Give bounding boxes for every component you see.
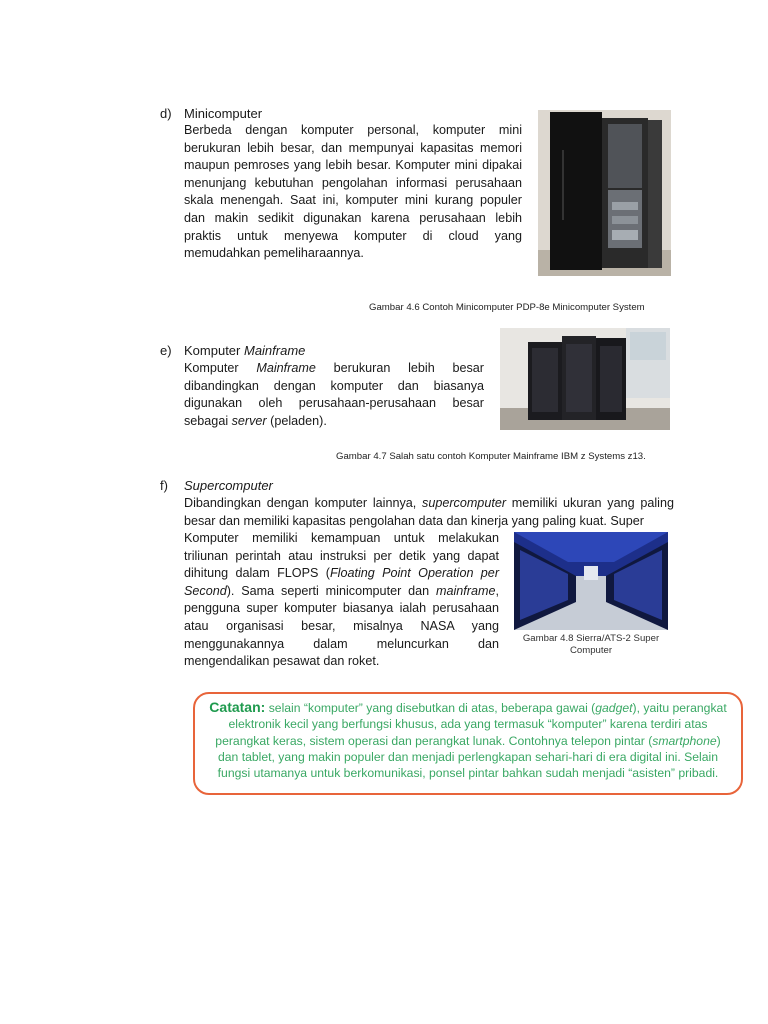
section-e-text-italic: server <box>231 413 267 428</box>
note-text: ) dan tablet, yang makin populer dan menjadi perlengkapan sehari-hari di era digital ini. Selain fungsi utamanya untuk berkomunikasi, ponsel pintar bahkan sudah menjadi “asisten” pribadi. <box>217 733 721 781</box>
note-text-italic: gadget <box>595 701 633 715</box>
section-f-title <box>184 478 273 493</box>
section-d-label: d) <box>160 106 172 121</box>
supercomputer-figure <box>514 532 668 630</box>
section-f-text: , pengguna super komputer biasanya ialah perusahaan atau organisasi besar, misalnya NASA yang menggunakannya dalam meluncurkan dan mengendalikan pesawat dan roket. <box>184 583 499 669</box>
section-f-caption: Gambar 4.8 Sierra/ATS-2 Super Computer <box>522 633 660 656</box>
section-e-text-italic: Mainframe <box>256 361 316 375</box>
section-e-label: e) <box>160 343 172 358</box>
note-text: selain “komputer” yang disebutkan di atas, beberapa gawai ( <box>265 701 596 715</box>
section-f-intro-text: Dibandingkan dengan komputer lainnya, <box>184 496 423 510</box>
note-box <box>193 692 743 795</box>
section-e-body <box>184 360 484 430</box>
mainframe-image <box>500 328 670 430</box>
section-d-body: Berbeda dengan komputer personal, komputer mini berukuran lebih besar, dan mempunyai kapasitas memori maupun pemroses yang lebih besar. Komputer mini dipakai menunjang kebutuhan pengolahan informasi perusahaan skala menengah. Saat ini, komputer mini kurang populer dan makin sedikit digunakan karena perusahaan lebih praktis untuk menyewa komputer di cloud yang memudahkan pemeliharaannya. <box>184 123 522 261</box>
section-f-intro-text: memiliki ukuran yang paling besar dan memiliki kapasitas pengolahan data dan kinerja yang paling kuat. Super <box>184 496 674 528</box>
section-f-title-italic: Supercomputer <box>184 478 273 493</box>
section-e-title-italic: Mainframe <box>243 343 306 358</box>
section-f-intro <box>184 495 674 530</box>
note-text: ), yaitu perangkat elektronik kecil yang berfungsi khusus, ada yang termasuk “komputer” karena terdiri atas perangkat keras, sistem operasi dan perangkat lunak. Contohnya telepon pintar ( <box>215 701 727 748</box>
supercomputer-image <box>514 532 668 630</box>
section-f-text-italic: Floating Point Operation per Second <box>184 566 500 598</box>
section-d-title: Minicomputer <box>184 106 263 121</box>
section-f-text-italic: mainframe <box>436 583 496 598</box>
section-f-intro-italic: supercomputer <box>422 496 507 510</box>
note-lead: Catatan: <box>209 699 266 715</box>
note-text-italic: smartphone <box>652 733 717 748</box>
section-e-text: Komputer <box>184 361 257 375</box>
minicomputer-figure <box>538 110 671 276</box>
section-f-body <box>184 530 499 671</box>
section-f-text: Komputer memiliki kemampuan untuk melakukan triliunan perintah atau instruksi per detik yang dapat dihitung dalam FLOPS ( <box>184 531 499 581</box>
section-e-title-prefix: Komputer <box>184 343 244 358</box>
section-e-title <box>184 343 305 358</box>
mainframe-figure <box>500 328 670 430</box>
section-e-text: berukuran lebih besar dibandingkan dengan komputer dan biasanya digunakan oleh perusahaan-perusahaan besar sebagai <box>184 361 484 428</box>
section-e-caption: Gambar 4.7 Salah satu contoh Komputer Mainframe IBM z Systems z13. <box>336 451 646 462</box>
section-d-caption: Gambar 4.6 Contoh Minicomputer PDP-8e Minicomputer System <box>369 302 645 313</box>
section-f-label: f) <box>160 478 168 493</box>
section-f-text: ). Sama seperti minicomputer dan <box>226 583 436 598</box>
section-e-text: (peladen). <box>266 413 327 428</box>
minicomputer-image <box>538 110 671 276</box>
